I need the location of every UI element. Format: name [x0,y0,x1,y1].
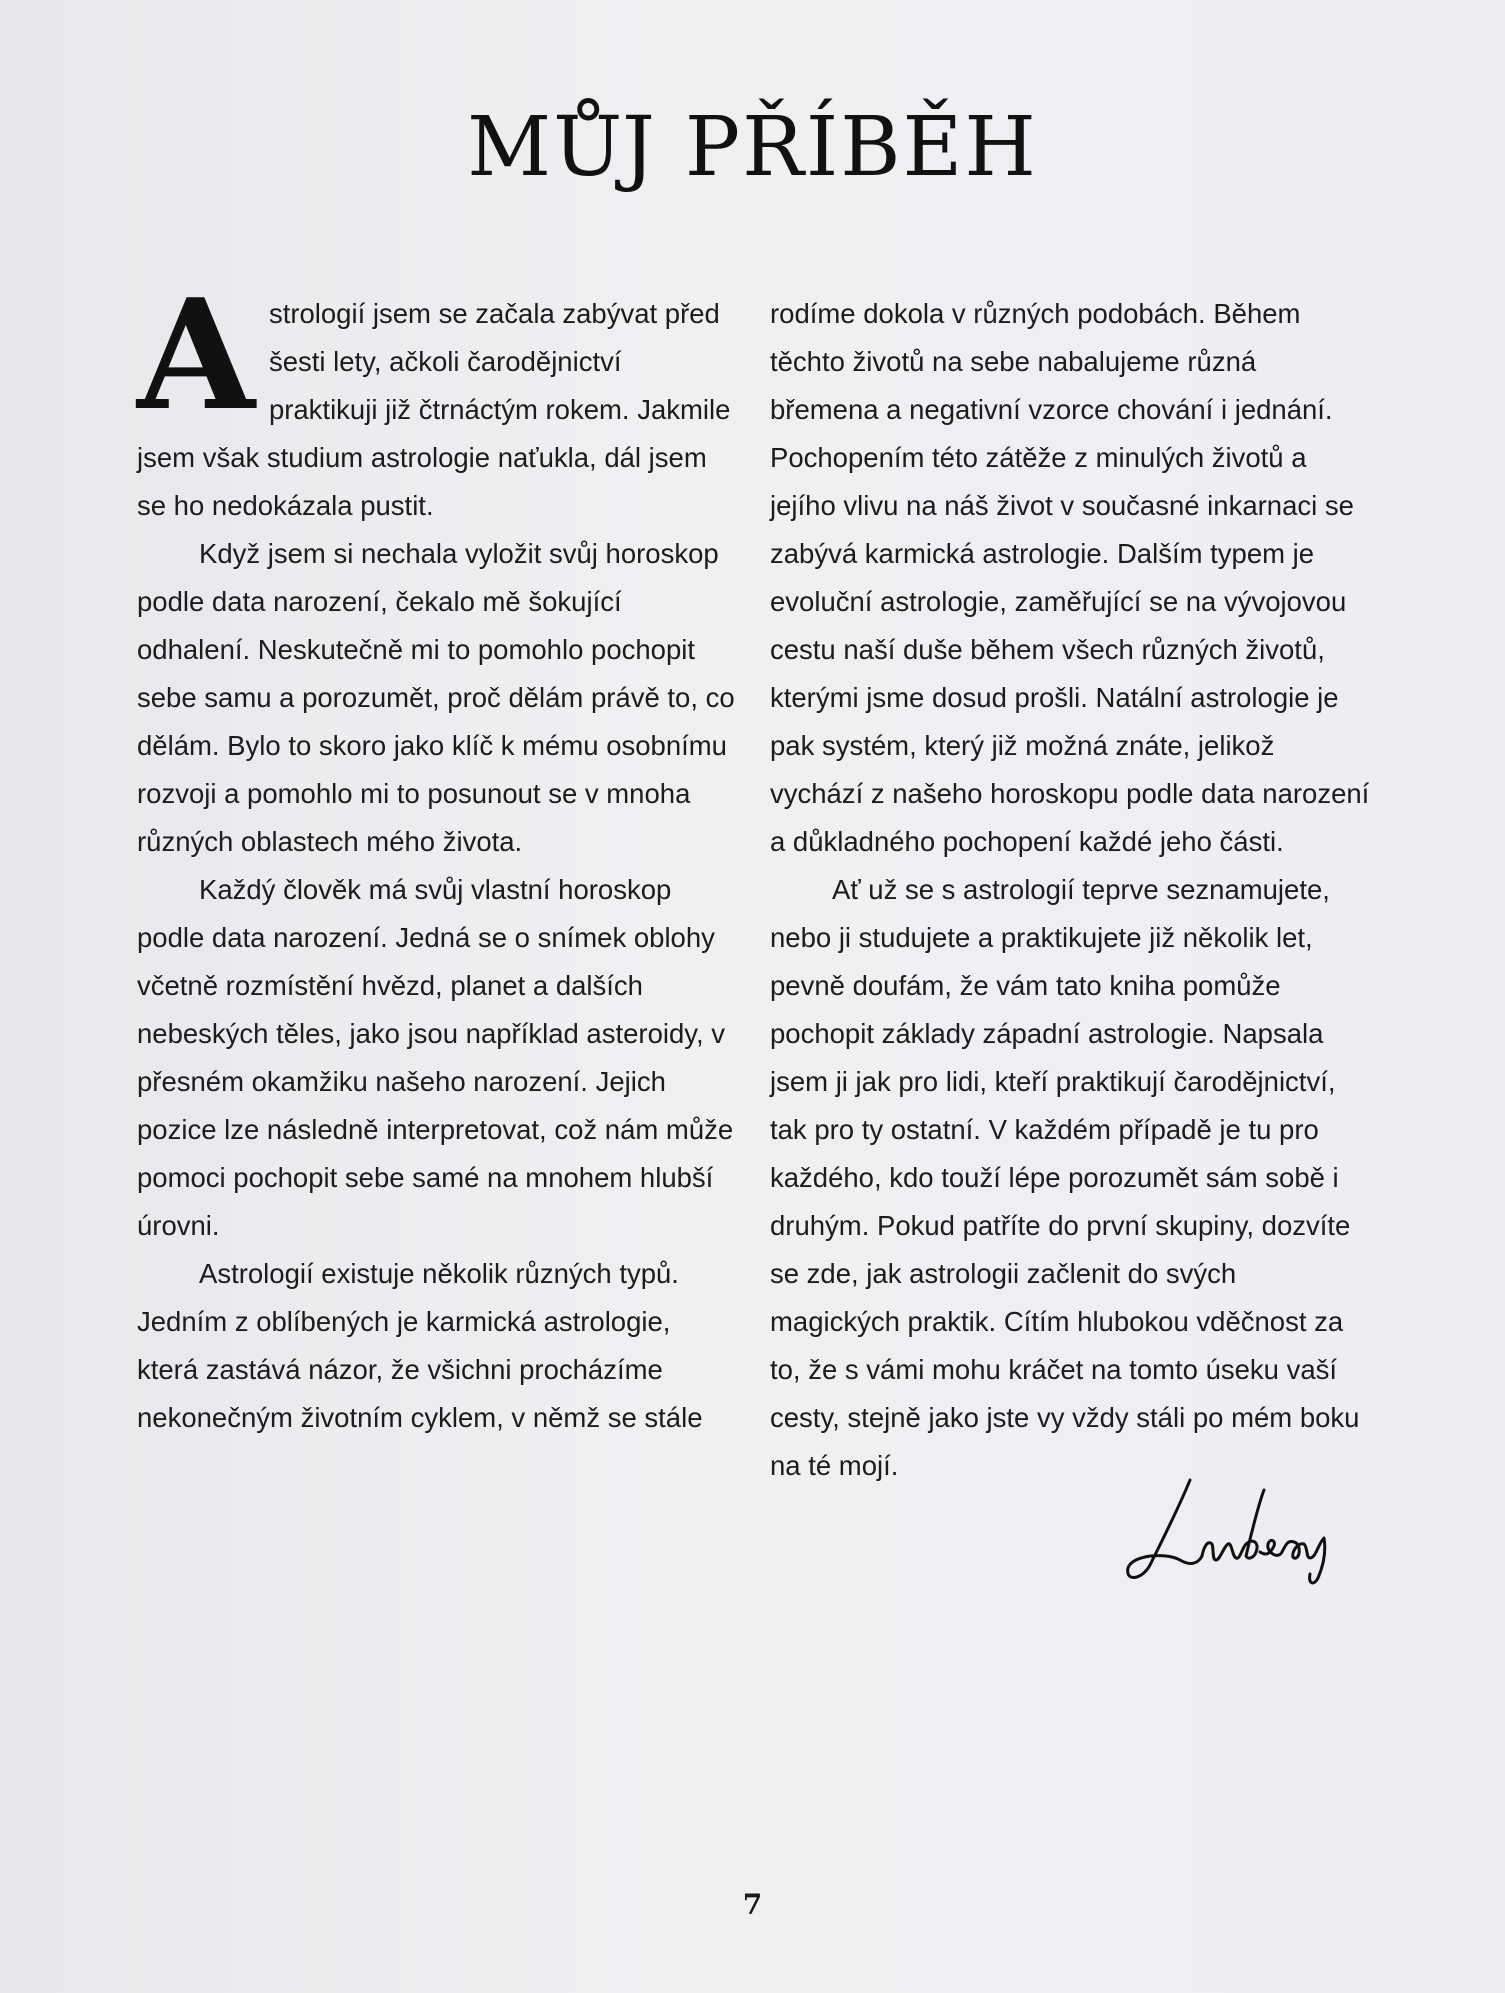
right-column [770,290,1370,1490]
page-number: 7 [742,1888,763,1921]
handwritten-signature [1120,1460,1350,1590]
paragraph-2: Když jsem si nechala vyložit svůj horoskop podle data narození, čekalo mě šokující odhalení. Neskutečně mi to pomohlo pochopit sebe samu a porozumět, proč dělám právě to, co dělám. Bylo to skoro jako klíč k mému osobnímu rozvoji a pomohlo mi to posunout se v mnoha různých oblastech mého života. [137,538,735,857]
paragraph-6: Ať už se s astrologií teprve seznamujete, nebo ji studujete a praktikujete již několik let, pevně doufám, že vám tato kniha pomůže pochopit základy západní astrologie. Napsala jsem ji jak pro lidi, kteří praktikují čarodějnictví, tak pro ty ostatní. V každém případě je tu pro každého, kdo touží lépe porozumět sám sobě i druhým. Pokud patříte do první skupiny, dozvíte se zde, jak astrologii začlenit do svých magických praktik. Cítím hlubokou vděčnost za to, že s vámi mohu kráčet na tomto úseku vaší cesty, stejně jako jste vy vždy stáli po mém boku na té mojí. [770,874,1360,1481]
paragraph-1 [137,265,737,530]
page-title: MŮJ PŘÍBĚH [467,100,1038,195]
paragraph-3: Každý člověk má svůj vlastní horoskop podle data narození. Jedná se o snímek oblohy včetně rozmístění hvězd, planet a dalších nebeských těles, jako jsou například asteroidy, v přesném okamžiku našeho narození. Jejich pozice lze následně interpretovat, což nám může pomoci pochopit sebe samé na mnohem hlubší úrovni. [137,874,734,1241]
paragraph-5: rodíme dokola v různých podobách. Během těchto životů na sebe nabalujeme různá břemena a negativní vzorce chování i jednání. Pochopením této zátěže z minulých životů a jejího vlivu na náš život v současné inkarnaci se zabývá karmická astrologie. Dalším typem je evoluční astrologie, zaměřující se na vývojovou cestu naší duše během všech různých životů, kterými jsme dosud prošli. Natální astrologie je pak systém, který již možná znáte, jelikož vychází z našeho horoskopu podle data narození a důkladného pochopení každé jeho části. [770,298,1370,857]
paragraph-1-text: strologií jsem se začala zabývat před šesti lety, ačkoli čarodějnictví praktikuji již čtrnáctým rokem. Jakmile jsem však studium astrologie naťukla, dál jsem se ho nedokázala pustit. [137,298,731,521]
left-column [137,265,737,1442]
drop-cap: A [137,265,255,444]
paragraph-4: Astrologií existuje několik různých typů. Jedním z oblíbených je karmická astrologie, která zastává názor, že všichni procházíme nekonečným životním cyklem, v němž se stále [137,1258,703,1433]
